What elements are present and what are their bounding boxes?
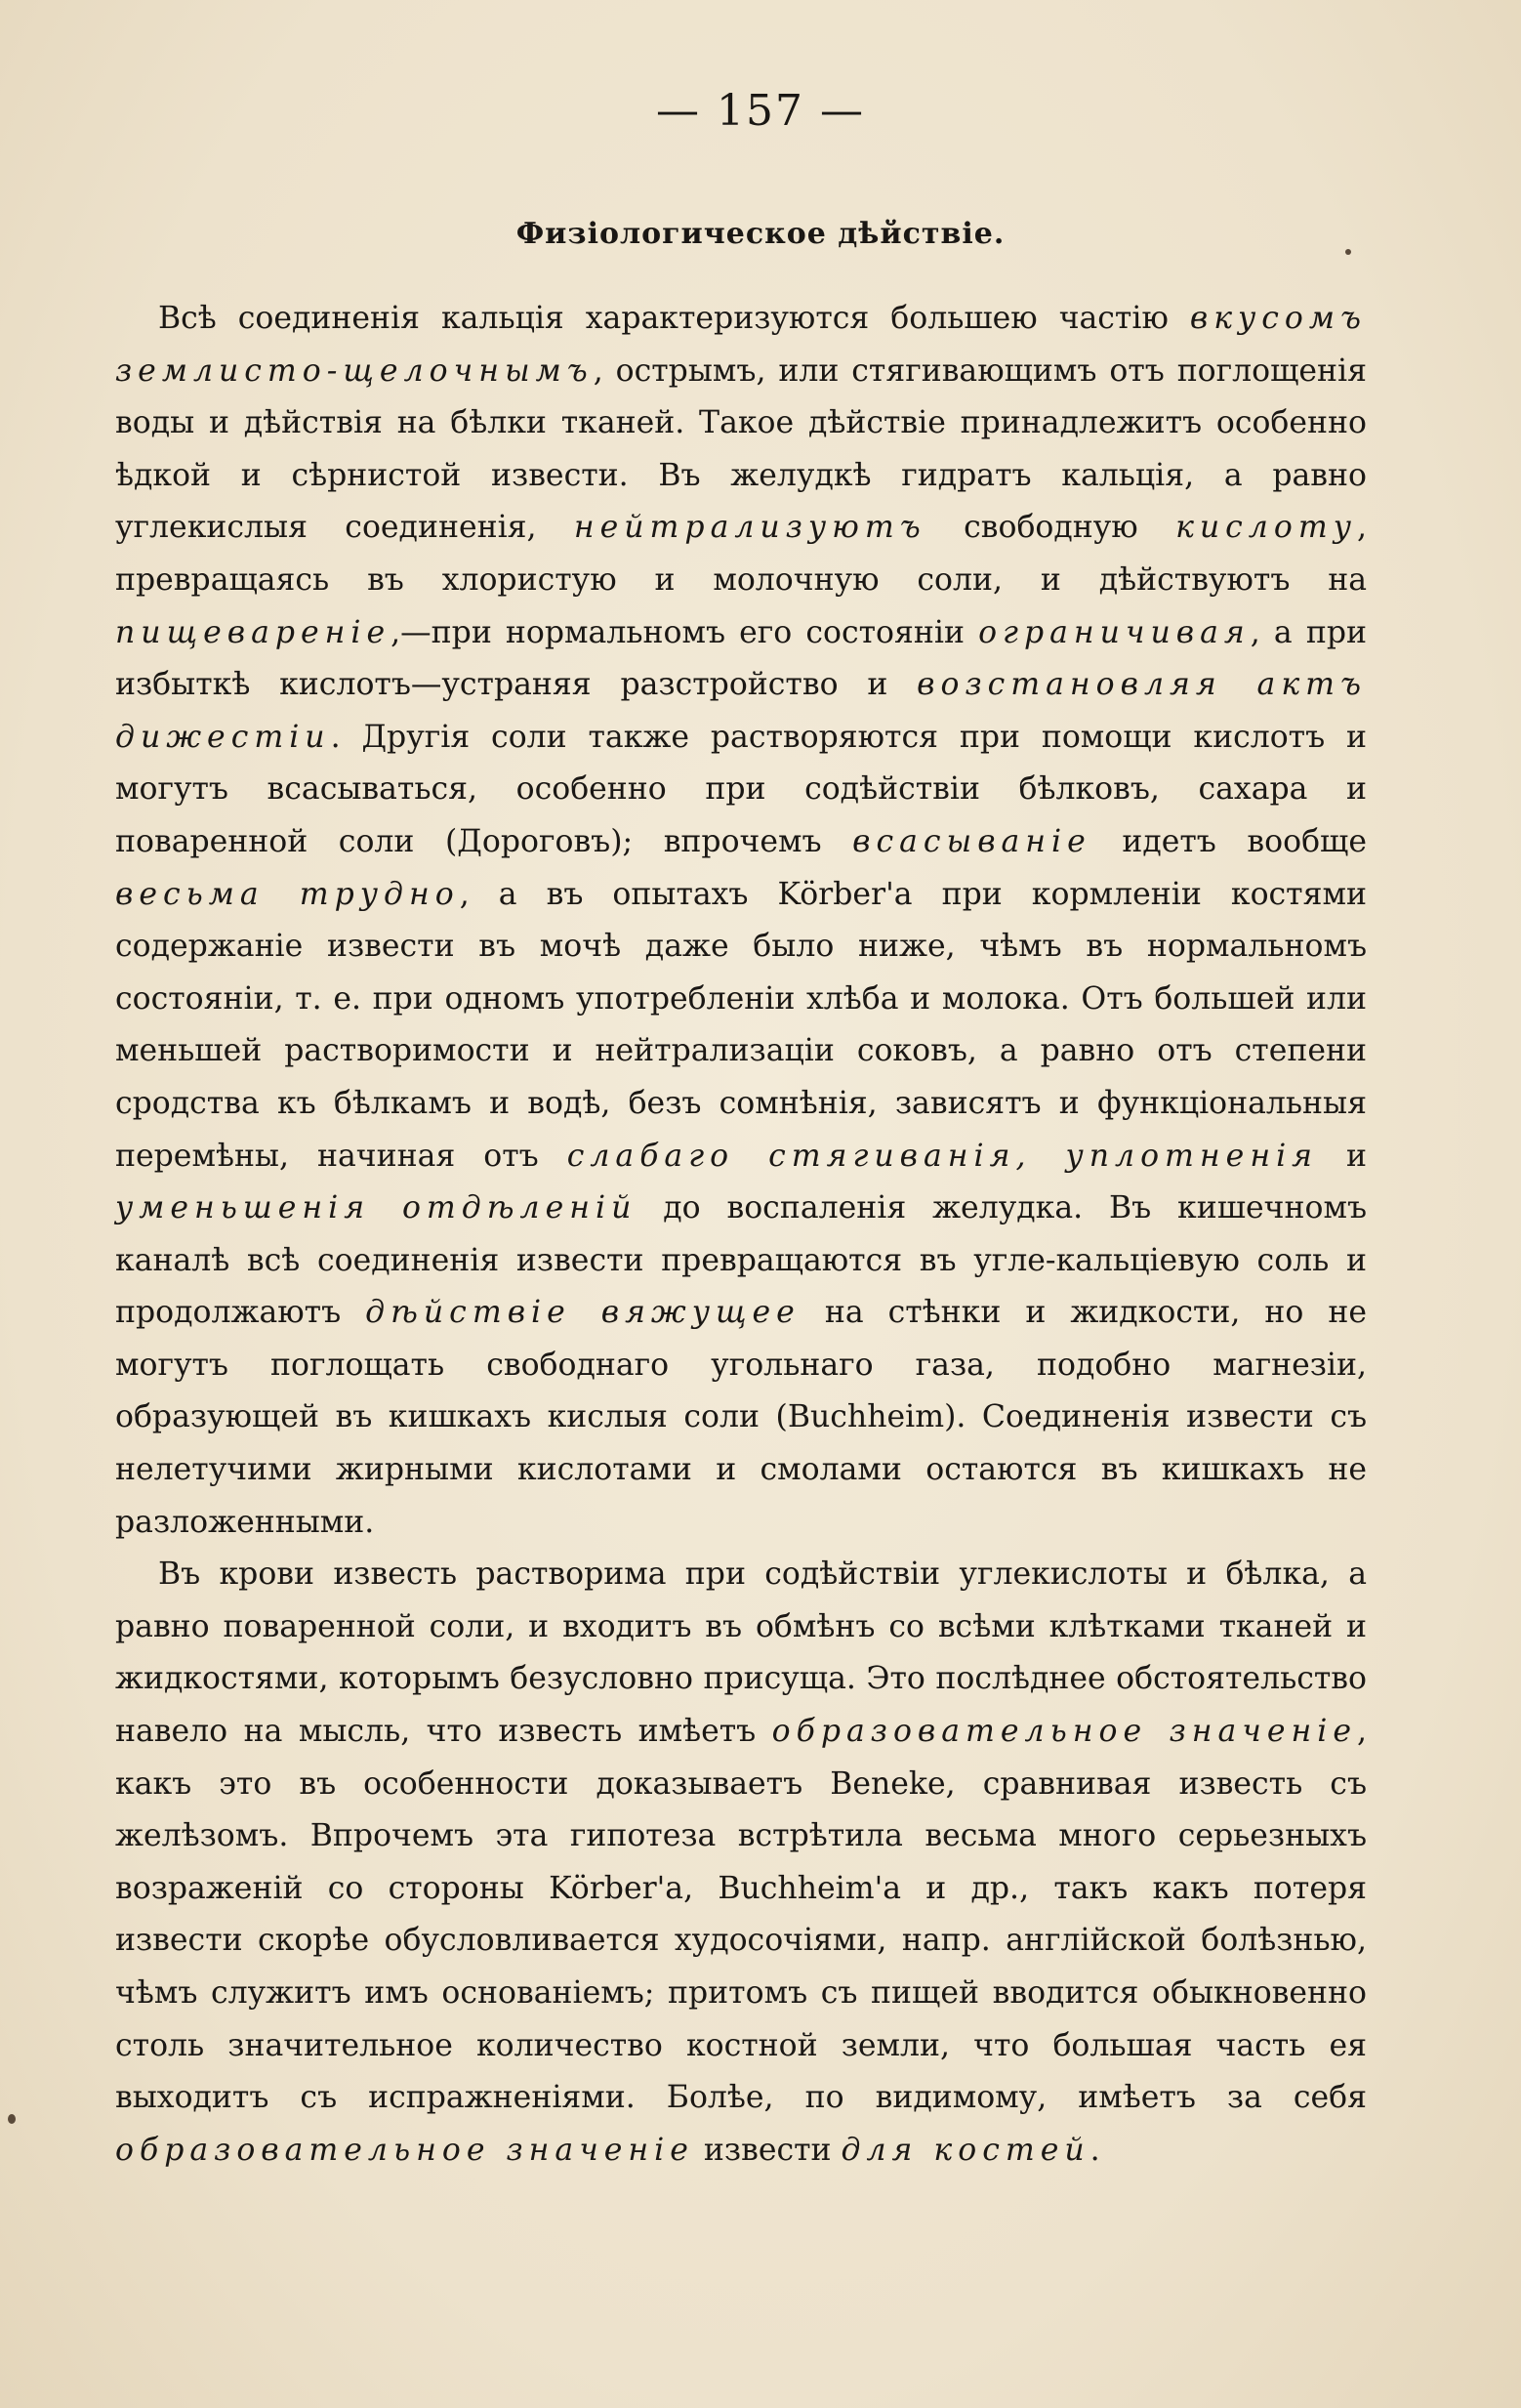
text-run: , острымъ, или стягивающимъ отъ поглощенія воды и дѣйствія на бѣлки тканей. Такое дѣйствіе принадлежитъ особенно ѣдкой и сѣрнистой извести. Въ желудкѣ гидратъ кальція, а равно углекислыя соединенія, [115,353,1367,546]
emphasized-text: всасываніе [852,823,1091,859]
paragraph [115,1549,1367,2177]
emphasized-text: возстановляя актъ дижестіи [115,667,1367,755]
emphasized-text: пищевареніе [115,614,391,650]
emphasized-text: для костей [841,2132,1090,2168]
text-run: , а въ опытахъ Körber'а при кормленіи костями содержаніе извести въ мочѣ даже было ниже, чѣмъ въ нормальномъ состояніи, т. е. при одномъ употребленіи хлѣба и молока. Отъ большей или меньшей растворимости и нейтрализаціи соковъ, а равно отъ степени сродства къ бѣлкамъ и водѣ, безъ сомнѣнія, зависятъ и функціональныя перемѣны, начиная отъ [115,876,1367,1174]
text-run: и [1318,1138,1367,1174]
text-run: идетъ вообще [1090,823,1367,859]
emphasized-text: слабаго стягиванія, уплотненія [566,1138,1318,1174]
paper-speck [8,2114,16,2124]
emphasized-text: весьма трудно [115,876,460,912]
text-run: до воспаленія желудка. Въ кишечномъ каналѣ всѣ соединенія извести превращаются въ угле-кальціевую соль и продолжаютъ [115,1190,1367,1331]
section-title: Физіологическое дѣйствіе. [515,217,1006,251]
emphasized-text: нейтрализуютъ [573,510,926,546]
text-run: , какъ это въ особенности доказываетъ Beneke, сравнивая известь съ желѣзомъ. Впрочемъ эта гипотеза встрѣтила весьма много серьезныхъ возраженій со стороны Körber'а, Buchheim'а и др., такъ какъ потеря извести скорѣе обусловливается худосочіями, напр. англійской болѣзнью, чѣмъ служитъ имъ основаніемъ; притомъ съ пищей вводится обыкновенно столь значительное количество костной земли, что большая часть ея выходитъ съ испражненіями. Болѣе, по видимому, имѣетъ за себя [115,1714,1368,2116]
emphasized-text: дѣйствіе вяжущее [365,1295,801,1331]
text-run: Всѣ соединенія кальція характеризуются большею частію [158,301,1190,336]
page-number: — 157 — [656,86,865,136]
emphasized-text: кислоту [1175,510,1357,546]
text-run: свободную [925,510,1176,546]
text-run: . Другія соли также растворяются при помощи кислотъ и могутъ всасываться, особенно при содѣйствіи бѣлковъ, сахара и поваренной соли (Дороговъ); впрочемъ [115,719,1367,859]
body-text [115,293,1367,2177]
emphasized-text: вкусомъ землисто-щелочнымъ [115,301,1367,389]
text-run: на стѣнки и жидкости, но не могутъ поглощать свободнаго угольнаго газа, подобно магнезіи, образующей въ кишкахъ кислыя соли (Buchheim). Соединенія извести съ нелетучими жирными кислотами и смолами остаются въ кишкахъ не разложенными. [115,1295,1367,1540]
text-run: , превращаясь въ хлористую и молочную соли, и дѣйствуютъ на [115,510,1367,598]
text-run: . [1089,2132,1100,2168]
emphasized-text: ограничивая [978,614,1251,650]
text-run: , а при избыткѣ кислотъ—устраняя разстройство и [115,614,1367,703]
text-run: извести [693,2132,842,2168]
text-run: Въ крови известь растворима при содѣйствіи углекислоты и бѣлка, а равно поваренной соли, и входитъ въ обмѣнъ со всѣми клѣтками тканей и жидкостями, которымъ безусловно присуща. Это послѣднее обстоятельство навело на мысль, что известь имѣетъ [115,1557,1367,1750]
paragraph [115,293,1367,1549]
emphasized-text: уменьшенія отдѣленій [115,1190,637,1226]
emphasized-text: образовательное значеніе [115,2132,694,2168]
emphasized-text: образовательное значеніе [771,1714,1357,1750]
text-run: ,—при нормальномъ его состояніи [391,614,979,650]
paper-speck [1345,249,1351,255]
